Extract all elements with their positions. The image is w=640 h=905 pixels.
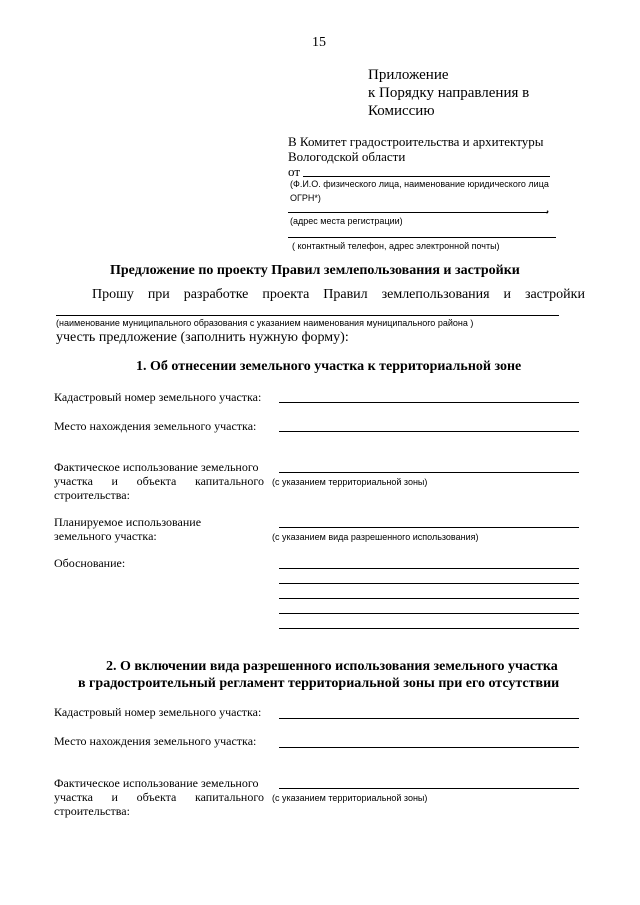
consider-text: учесть предложение (заполнить нужную форму):	[56, 330, 349, 345]
s1-planned-use-hint: (с указанием вида разрешенного использования)	[272, 532, 479, 542]
s1-justification-line-3[interactable]	[279, 598, 579, 599]
s1-actual-word: капитального	[194, 474, 264, 488]
s2-actual-use-line-1: Фактическое использование земельного	[54, 776, 259, 790]
s1-justification-line-2[interactable]	[279, 583, 579, 584]
s1-justification-line-4[interactable]	[279, 613, 579, 614]
annex-line-2: к Порядку направления в	[368, 85, 530, 101]
request-word: Правил	[323, 287, 368, 302]
s1-justification-line-1[interactable]	[279, 568, 579, 569]
s2-cadastral-field[interactable]	[279, 718, 579, 719]
from-field-line-2[interactable]	[288, 212, 548, 213]
page-number: 15	[312, 35, 326, 50]
request-word: проекта	[262, 287, 310, 302]
s2-actual-use-hint: (с указанием территориальной зоны)	[272, 793, 428, 803]
section-2-heading-line-2: в градостроительный регламент территориальной зоны при его отсутствии	[78, 676, 560, 691]
s1-planned-use-line-1: Планируемое использование	[54, 515, 202, 529]
from-field-line[interactable]	[303, 176, 550, 177]
request-word: землепользования	[381, 287, 490, 302]
from-label: от	[288, 164, 301, 179]
s1-cadastral-label: Кадастровый номер земельного участка:	[54, 390, 262, 404]
annex-line-1: Приложение	[368, 67, 449, 83]
request-word: Прошу	[92, 287, 134, 302]
s2-actual-use-line-2	[54, 791, 264, 804]
s2-actual-word: и	[111, 790, 118, 804]
request-line	[92, 287, 585, 303]
s1-actual-use-line-1: Фактическое использование земельного	[54, 460, 259, 474]
s1-actual-word: участка	[54, 474, 93, 488]
s2-actual-word: объекта	[136, 790, 177, 804]
document-title: Предложение по проекту Правил землепользования и застройки	[110, 263, 520, 278]
s2-actual-word: капитального	[194, 790, 264, 804]
municipality-hint: (наименование муниципального образования с указанием наименования муниципального района )	[56, 318, 474, 328]
s2-actual-word: участка	[54, 790, 93, 804]
s1-cadastral-field[interactable]	[279, 402, 579, 403]
ogrn-hint: ОГРН*)	[290, 193, 321, 203]
s1-justification-label: Обоснование:	[54, 556, 126, 570]
comma: ,	[546, 200, 550, 215]
addressee-line-1: В Комитет градостроительства и архитектуры	[288, 134, 544, 149]
fio-hint: (Ф.И.О. физического лица, наименование юридического лица	[290, 179, 549, 189]
section-2-heading-line-1: 2. О включении вида разрешенного использования земельного участка	[106, 659, 558, 674]
addressee-line-2: Вологодской области	[288, 149, 406, 164]
s1-actual-word: и	[111, 474, 118, 488]
s1-actual-word: объекта	[136, 474, 177, 488]
request-word: при	[147, 287, 170, 302]
s2-actual-use-field[interactable]	[279, 788, 579, 789]
s2-actual-use-line-3: строительства:	[54, 804, 130, 818]
request-word: и	[503, 287, 512, 302]
request-word: разработке	[183, 287, 249, 302]
annex-line-3: Комиссию	[368, 103, 435, 119]
s1-actual-use-line-2	[54, 475, 264, 488]
s1-actual-use-field[interactable]	[279, 472, 579, 473]
s2-cadastral-label: Кадастровый номер земельного участка:	[54, 705, 262, 719]
s1-actual-use-line-3: строительства:	[54, 488, 130, 502]
s1-location-field[interactable]	[279, 431, 579, 432]
municipality-field-line[interactable]	[56, 315, 559, 316]
request-word: застройки	[524, 287, 585, 302]
s1-planned-use-field[interactable]	[279, 527, 579, 528]
s1-justification-line-5[interactable]	[279, 628, 579, 629]
section-1-heading: 1. Об отнесении земельного участка к территориальной зоне	[136, 359, 522, 374]
s2-location-label: Место нахождения земельного участка:	[54, 734, 257, 748]
s1-actual-use-hint: (с указанием территориальной зоны)	[272, 477, 428, 487]
s1-location-label: Место нахождения земельного участка:	[54, 419, 257, 433]
address-hint: (адрес места регистрации)	[290, 216, 403, 226]
contact-hint: ( контактный телефон, адрес электронной почты)	[292, 241, 500, 251]
contact-field-line[interactable]	[288, 237, 556, 238]
s1-planned-use-line-2: земельного участка:	[54, 529, 157, 543]
s2-location-field[interactable]	[279, 747, 579, 748]
